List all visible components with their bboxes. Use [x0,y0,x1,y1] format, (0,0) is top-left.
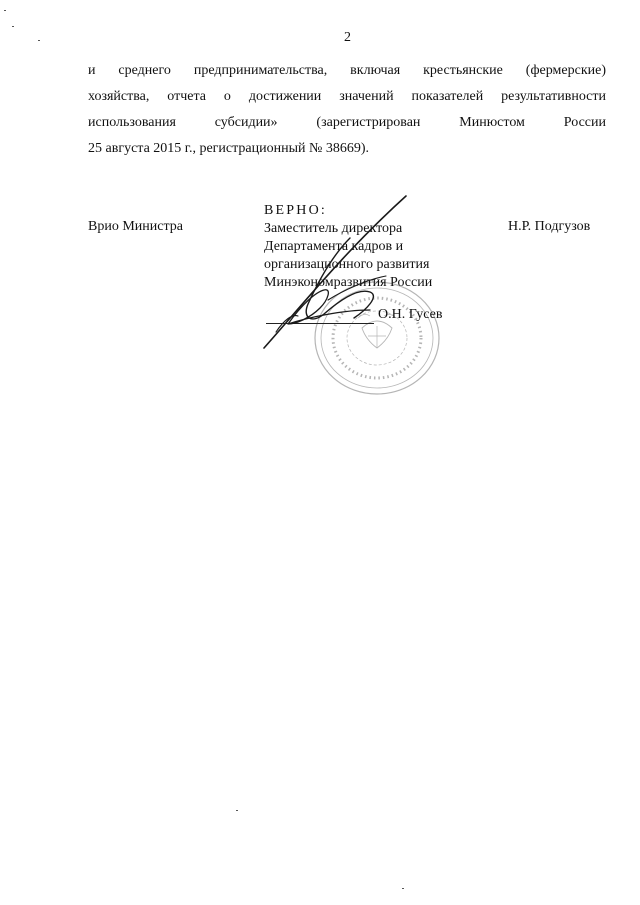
certification-line: Департамента кадров и [264,239,404,254]
scan-speck [4,10,6,11]
handwritten-signature [258,192,418,352]
scan-speck [236,810,238,811]
body-line: 25 августа 2015 г., регистрационный № 38669). [88,141,369,156]
page-number: 2 [344,30,351,45]
body-line: и среднего предпринимательства, включая крестьянские (фермерские) [88,63,606,78]
scan-speck [12,26,14,27]
body-paragraph [88,58,606,162]
scan-speck [402,888,404,889]
body-line: использования субсидии» (зарегистрирован Минюстом России [88,115,606,130]
signatory-title: Врио Министра [88,219,183,234]
certifier-name: О.Н. Гусев [378,307,443,322]
signatory-name: Н.Р. Подгузов [508,219,591,234]
certification-line: Минэкономразвития России [264,275,433,290]
certification-heading: ВЕРНО: [264,203,327,218]
certification-line: Заместитель директора [264,221,403,236]
scan-speck [38,40,40,41]
certification-line: организационного развития [264,257,430,272]
body-line: хозяйства, отчета о достижении значений показателей результативности [88,89,606,104]
